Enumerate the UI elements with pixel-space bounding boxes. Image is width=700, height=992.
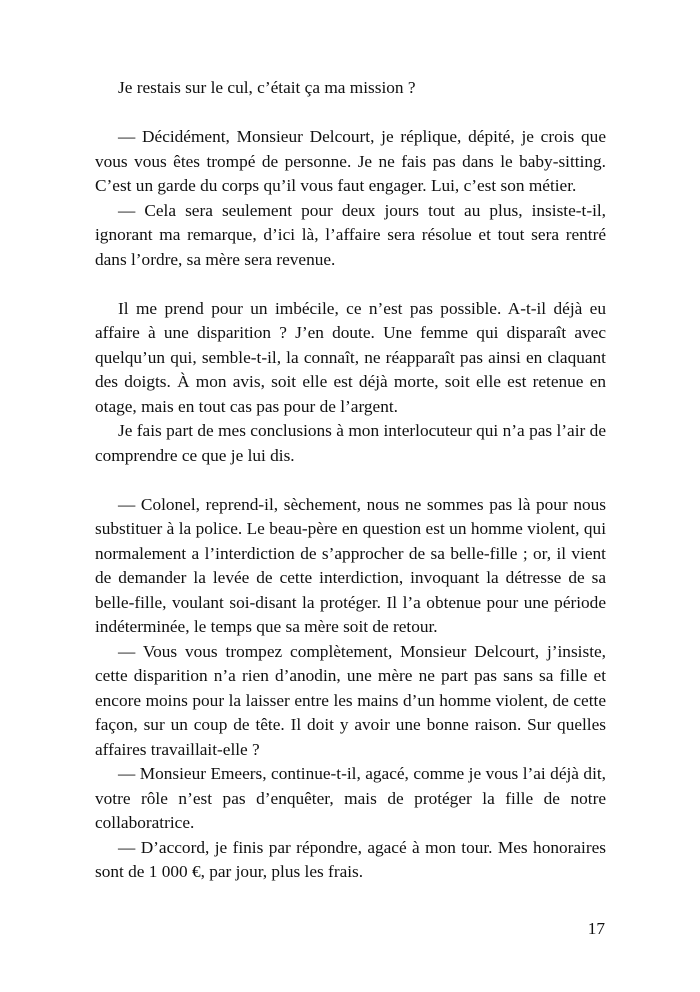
paragraph-6: — Colonel, reprend-il, sèchement, nous ne sommes pas là pour nous substituer à la police. Le beau-père en question est un homme violent, qui normalement a l’interdiction de s’approcher de sa belle-fille ; or, il vient de demander la levée de cette interdiction, invoquant la détresse de sa belle-fille, voulant soi-disant la protéger. Il l’a obtenue pour une période indéterminée, le temps que sa mère soit de retour. xyxy=(95,494,606,636)
body-text xyxy=(95,76,606,885)
page-number: 17 xyxy=(587,919,605,938)
paragraph-2: — Décidément, Monsieur Delcourt, je réplique, dépité, je crois que vous vous êtes trompé de personne. Je ne fais pas dans le baby-sitting. C’est un garde du corps qu’il vous faut engager. Lui, c’est son métier. xyxy=(95,127,606,195)
paragraph-8: — Monsieur Emeers, continue-t-il, agacé, comme je vous l’ai déjà dit, votre rôle n’est pas d’enquêter, mais de protéger la fille de notre collaboratrice. xyxy=(95,764,606,832)
paragraph-4: Il me prend pour un imbécile, ce n’est pas possible. A-t-il déjà eu affaire à une disparition ? J’en doute. Une femme qui disparaît avec quelqu’un qui, semble-t-il, la connaît, ne réapparaît pas ainsi en claquant des doigts. À mon avis, soit elle est déjà morte, soit elle est retenue en otage, mais en tout cas pas pour de l’argent. xyxy=(95,298,606,416)
paragraph-7: — Vous vous trompez complètement, Monsieur Delcourt, j’insiste, cette disparition n’a rien d’anodin, une mère ne part pas sans sa fille et encore moins pour la laisser entre les mains d’un homme violent, de cette façon, sur un coup de tête. Il doit y avoir une bonne raison. Sur quelles affaires travaillait-elle ? xyxy=(95,641,606,759)
paragraph-5: Je fais part de mes conclusions à mon interlocuteur qui n’a pas l’air de comprendre ce que je lui dis. xyxy=(95,421,606,465)
paragraph-1: Je restais sur le cul, c’était ça ma mission ? xyxy=(118,78,416,97)
paragraph-3: — Cela sera seulement pour deux jours tout au plus, insiste-t-il, ignorant ma remarque, d’ici là, l’affaire sera résolue et tout sera rentré dans l’ordre, sa mère sera revenue. xyxy=(95,200,606,269)
paragraph-9: — D’accord, je finis par répondre, agacé à mon tour. Mes honoraires sont de 1 000 €, par jour, plus les frais. xyxy=(95,837,606,881)
